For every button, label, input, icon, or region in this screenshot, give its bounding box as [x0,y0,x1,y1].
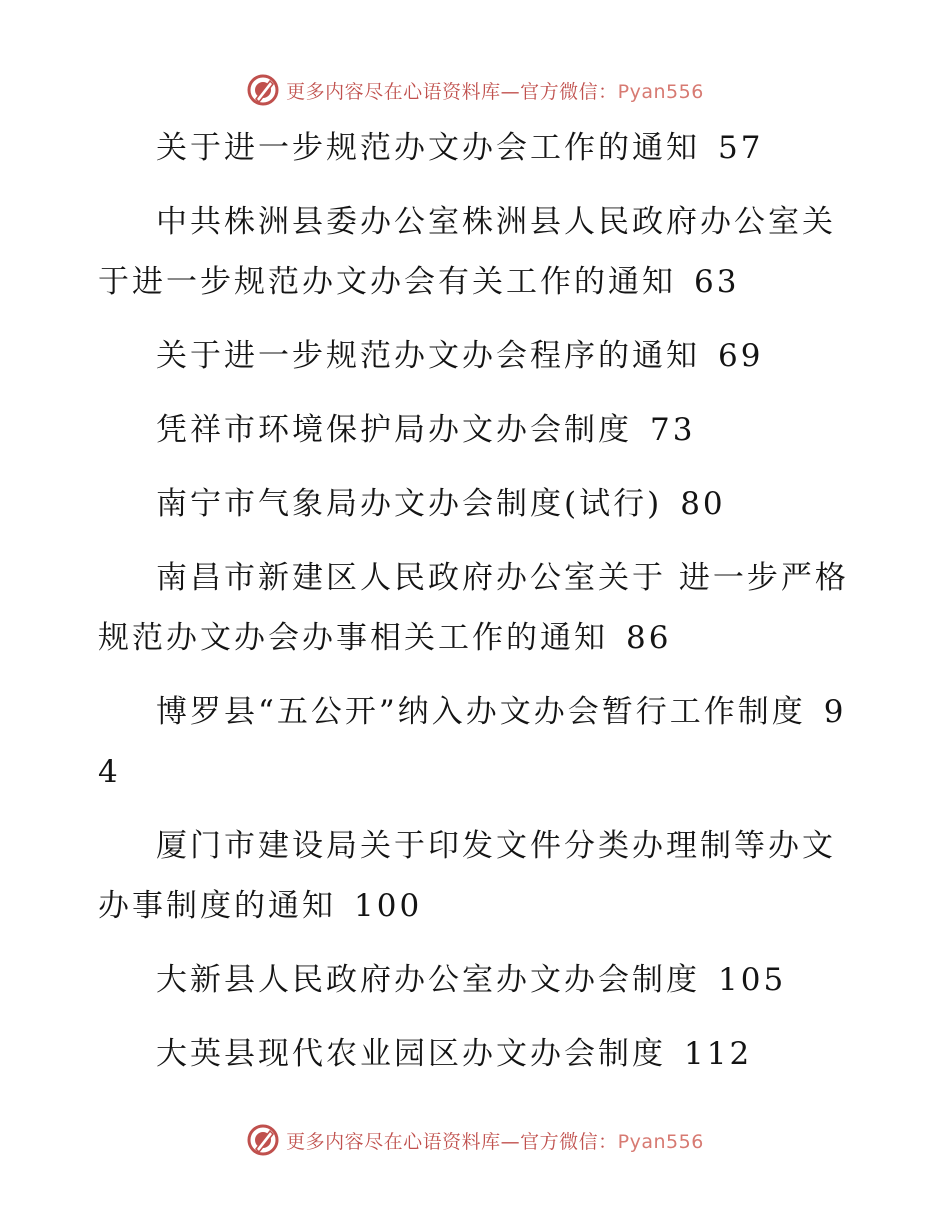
toc-entry-page: 69 [718,338,764,374]
toc-entry-page: 63 [694,264,740,300]
toc-entry-title: 关于进一步规范办文办会程序的通知 [156,338,700,374]
pen-seal-logo-icon [246,73,280,107]
toc-entry[interactable] [98,682,858,802]
toc-entry[interactable] [98,474,858,534]
toc-entry-page: 105 [718,962,787,998]
header-banner-text: 更多内容尽在心语资料库—官方微信：Pyan556 [286,80,704,103]
toc-entry-page: 100 [354,888,423,924]
header-banner-inner [246,73,704,107]
toc-entry-title: 大新县人民政府办公室办文办会制度 [156,962,700,998]
toc-entry-page: 94 [98,694,847,790]
toc-entry-title: 博罗县“五公开”纳入办文办会暂行工作制度 [156,694,806,730]
toc-entry[interactable] [98,118,858,178]
toc-entry-page: 57 [718,130,764,166]
table-of-contents [98,118,858,1098]
toc-entry-title: 南宁市气象局办文办会制度(试行) [156,486,663,522]
toc-entry[interactable] [98,192,858,312]
toc-entry-page: 73 [650,412,696,448]
header-banner [0,70,950,110]
toc-entry[interactable] [98,816,858,936]
toc-entry[interactable] [98,1024,858,1084]
toc-entry-page: 80 [680,486,726,522]
toc-entry-title: 厦门市建设局关于印发文件分类办理制等办文办事制度的通知 [98,828,836,924]
toc-entry-title: 凭祥市环境保护局办文办会制度 [156,412,632,448]
toc-entry-title: 关于进一步规范办文办会工作的通知 [156,130,700,166]
toc-entry[interactable] [98,950,858,1010]
toc-entry[interactable] [98,400,858,460]
toc-entry-page: 112 [684,1036,753,1072]
toc-entry-page: 86 [626,620,672,656]
toc-entry-title: 大英县现代农业园区办文办会制度 [156,1036,666,1072]
toc-entry-title: 中共株洲县委办公室株洲县人民政府办公室关于进一步规范办文办会有关工作的通知 [98,204,836,300]
footer-banner-text: 更多内容尽在心语资料库—官方微信：Pyan556 [286,1130,704,1153]
toc-entry[interactable] [98,548,858,668]
toc-entry[interactable] [98,326,858,386]
toc-entry-title: 南昌市新建区人民政府办公室关于 进一步严格规范办文办会办事相关工作的通知 [98,560,849,656]
footer-banner [0,1120,950,1160]
pen-seal-logo-icon [246,1123,280,1157]
footer-banner-inner [246,1123,704,1157]
